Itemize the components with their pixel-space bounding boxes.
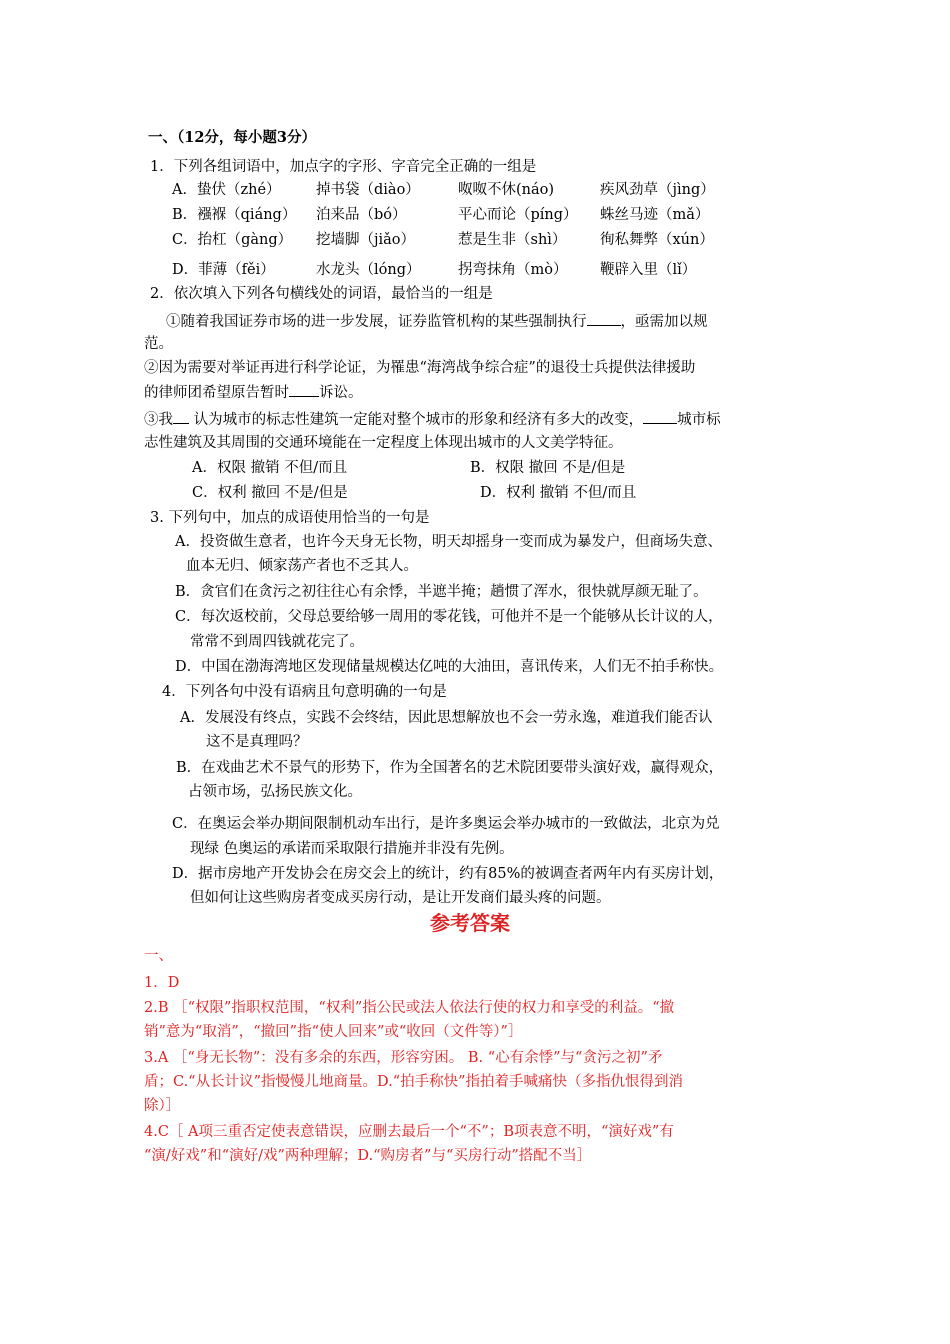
- q4-option-d-cont: 但如何让这些购房者变成买房行动，是让开发商们最头疼的问题。: [190, 890, 611, 906]
- q4-option-c: C．在奥运会举办期间限制机动车出行，是许多奥运会举办城市的一致做法，北京为兑: [172, 816, 720, 832]
- q1-option-d-4: 鞭辟入里（lǐ）: [600, 262, 697, 278]
- q3-option-d: D．中国在渤海湾地区发现储量规模达亿吨的大油田，喜讯传来，人们无不拍手称快。: [175, 659, 724, 675]
- answer-4-line-1: 4.C［ A项三重否定使表意错误，应删去最后一个“不”；B项表意不明，“演好戏”有: [144, 1124, 674, 1140]
- answer-4-line-2: “演/好戏”和“演好/戏”两种理解；D.“购房者”与“买房行动”搭配不当］: [144, 1148, 592, 1164]
- answer-2-line-1: 2.B ［“权限”指职权范围，“权利”指公民或法人依法行使的权力和享受的利益。“撤: [144, 1000, 675, 1016]
- q2-blank-4: [643, 409, 677, 424]
- q2-blank-2: [289, 382, 319, 397]
- q4-stem: 4．下列各句中没有语病且句意明确的一句是: [162, 684, 447, 700]
- answer-3-line-2: 盾；C.“从长计议”指慢慢儿地商量。D.“拍手称快”指拍着手喊痛快（多指仇恨得到消: [144, 1074, 684, 1090]
- q2-option-c: C．权利 撤回 不是/但是: [192, 485, 348, 501]
- q1-option-c-1: C．抬杠（gàng）: [172, 232, 293, 248]
- q3-option-c: C．每次返校前，父母总要给够一周用的零花钱，可他并不是一个能够从长计议的人，: [175, 609, 723, 625]
- answer-2-line-2: 销”意为“取消”，“撤回”指“使人回来”或“收回（文件等）”］: [144, 1024, 523, 1040]
- q1-option-c-4: 徇私舞弊（xún）: [600, 232, 714, 248]
- q2-sentence-1-cont: 范。: [144, 336, 173, 352]
- answer-1: 1．D: [144, 975, 180, 991]
- q4-option-d: D．据市房地产开发协会在房交会上的统计，约有85%的被调查者两年内有买房计划，: [172, 866, 724, 882]
- q4-option-a-cont: 这不是真理吗？: [206, 734, 308, 750]
- q2-option-a: A．权限 撤销 不但/而且: [192, 460, 348, 476]
- q2-sentence-3-cont: 志性建筑及其周围的交通环境能在一定程度上体现出城市的人文美学特征。: [144, 435, 623, 451]
- q1-option-d-2: 水龙头（lóng）: [316, 262, 421, 278]
- q1-option-b-4: 蛛丝马迹（mǎ）: [600, 207, 710, 223]
- q1-option-d-1: D．菲薄（fěi）: [172, 262, 275, 278]
- q2-blank-3: [173, 409, 189, 424]
- q1-option-a-2: 掉书袋（diào）: [316, 182, 420, 198]
- q2-sentence-2: ②因为需要对举证再进行科学论证，为罹患“海湾战争综合症”的退役士兵提供法律援助: [144, 360, 696, 376]
- q2-option-d: D．权利 撤销 不但/而且: [480, 485, 637, 501]
- answers-section: 一、: [144, 948, 173, 964]
- q1-option-a-4: 疾风劲草（jìng）: [600, 182, 715, 198]
- q2-blank-1: [587, 311, 621, 326]
- answers-title: 参考答案: [430, 911, 510, 935]
- q1-option-d-3: 拐弯抹角（mò）: [458, 262, 568, 278]
- q4-option-b-cont: 占领市场，弘扬民族文化。: [188, 784, 362, 800]
- q2-option-b: B．权限 撤回 不是/但是: [470, 460, 626, 476]
- q1-option-c-2: 挖墙脚（jiǎo）: [316, 232, 416, 248]
- q4-option-c-cont: 现绿 色奥运的承诺而采取限行措施并非没有先例。: [190, 841, 514, 857]
- section-header: 一、（12分，每小题3分）: [148, 129, 317, 146]
- q2-sentence-2-cont: 的律师团希望原告暂时 诉讼。: [144, 382, 363, 403]
- q3-option-b: B．贪官们在贪污之初往往心有余悸，半遮半掩；趟惯了浑水，很快就厚颜无耻了。: [175, 584, 708, 600]
- q1-option-c-3: 惹是生非（shì）: [458, 232, 567, 248]
- q3-option-a: A．投资做生意者，也许今天身无长物，明天却摇身一变而成为暴发户，但商场失意、: [175, 534, 722, 550]
- q2-stem: 2．依次填入下列各句横线处的词语，最恰当的一组是: [150, 286, 493, 302]
- q1-option-b-2: 泊来品（bó）: [316, 207, 407, 223]
- answer-3-line-1: 3.A ［“身无长物”：没有多余的东西，形容穷困。 B. “心有余悸”与“贪污之初”矛: [144, 1050, 663, 1066]
- q1-option-a-3: 呶呶不休(náo): [458, 182, 555, 198]
- q1-option-a-1: A．蛰伏（zhé）: [172, 182, 281, 198]
- q1-option-b-1: B．襁褓（qiáng）: [172, 207, 297, 223]
- q3-stem: 3. 下列句中，加点的成语使用恰当的一句是: [150, 510, 430, 526]
- q2-sentence-1: ①随着我国证券市场的进一步发展，证券监管机构的某些强制执行 ，亟需加以规: [166, 311, 708, 332]
- q3-option-a-cont: 血本无归、倾家荡产者也不乏其人。: [186, 558, 418, 574]
- q4-option-b: B．在戏曲艺术不景气的形势下，作为全国著名的艺术院团要带头演好戏，赢得观众，: [176, 760, 724, 776]
- q4-option-a: A．发展没有终点，实践不会终结，因此思想解放也不会一劳永逸，难道我们能否认: [180, 710, 713, 726]
- answer-3-line-3: 除）］: [144, 1098, 181, 1114]
- q1-option-b-3: 平心而论（píng）: [458, 207, 578, 223]
- q3-option-c-cont: 常常不到周四钱就花完了。: [190, 634, 364, 650]
- q2-sentence-3: ③我 认为城市的标志性建筑一定能对整个城市的形象和经济有多大的改变， 城市标: [144, 409, 721, 430]
- q1-stem: 1．下列各组词语中，加点字的字形、字音完全正确的一组是: [150, 159, 537, 175]
